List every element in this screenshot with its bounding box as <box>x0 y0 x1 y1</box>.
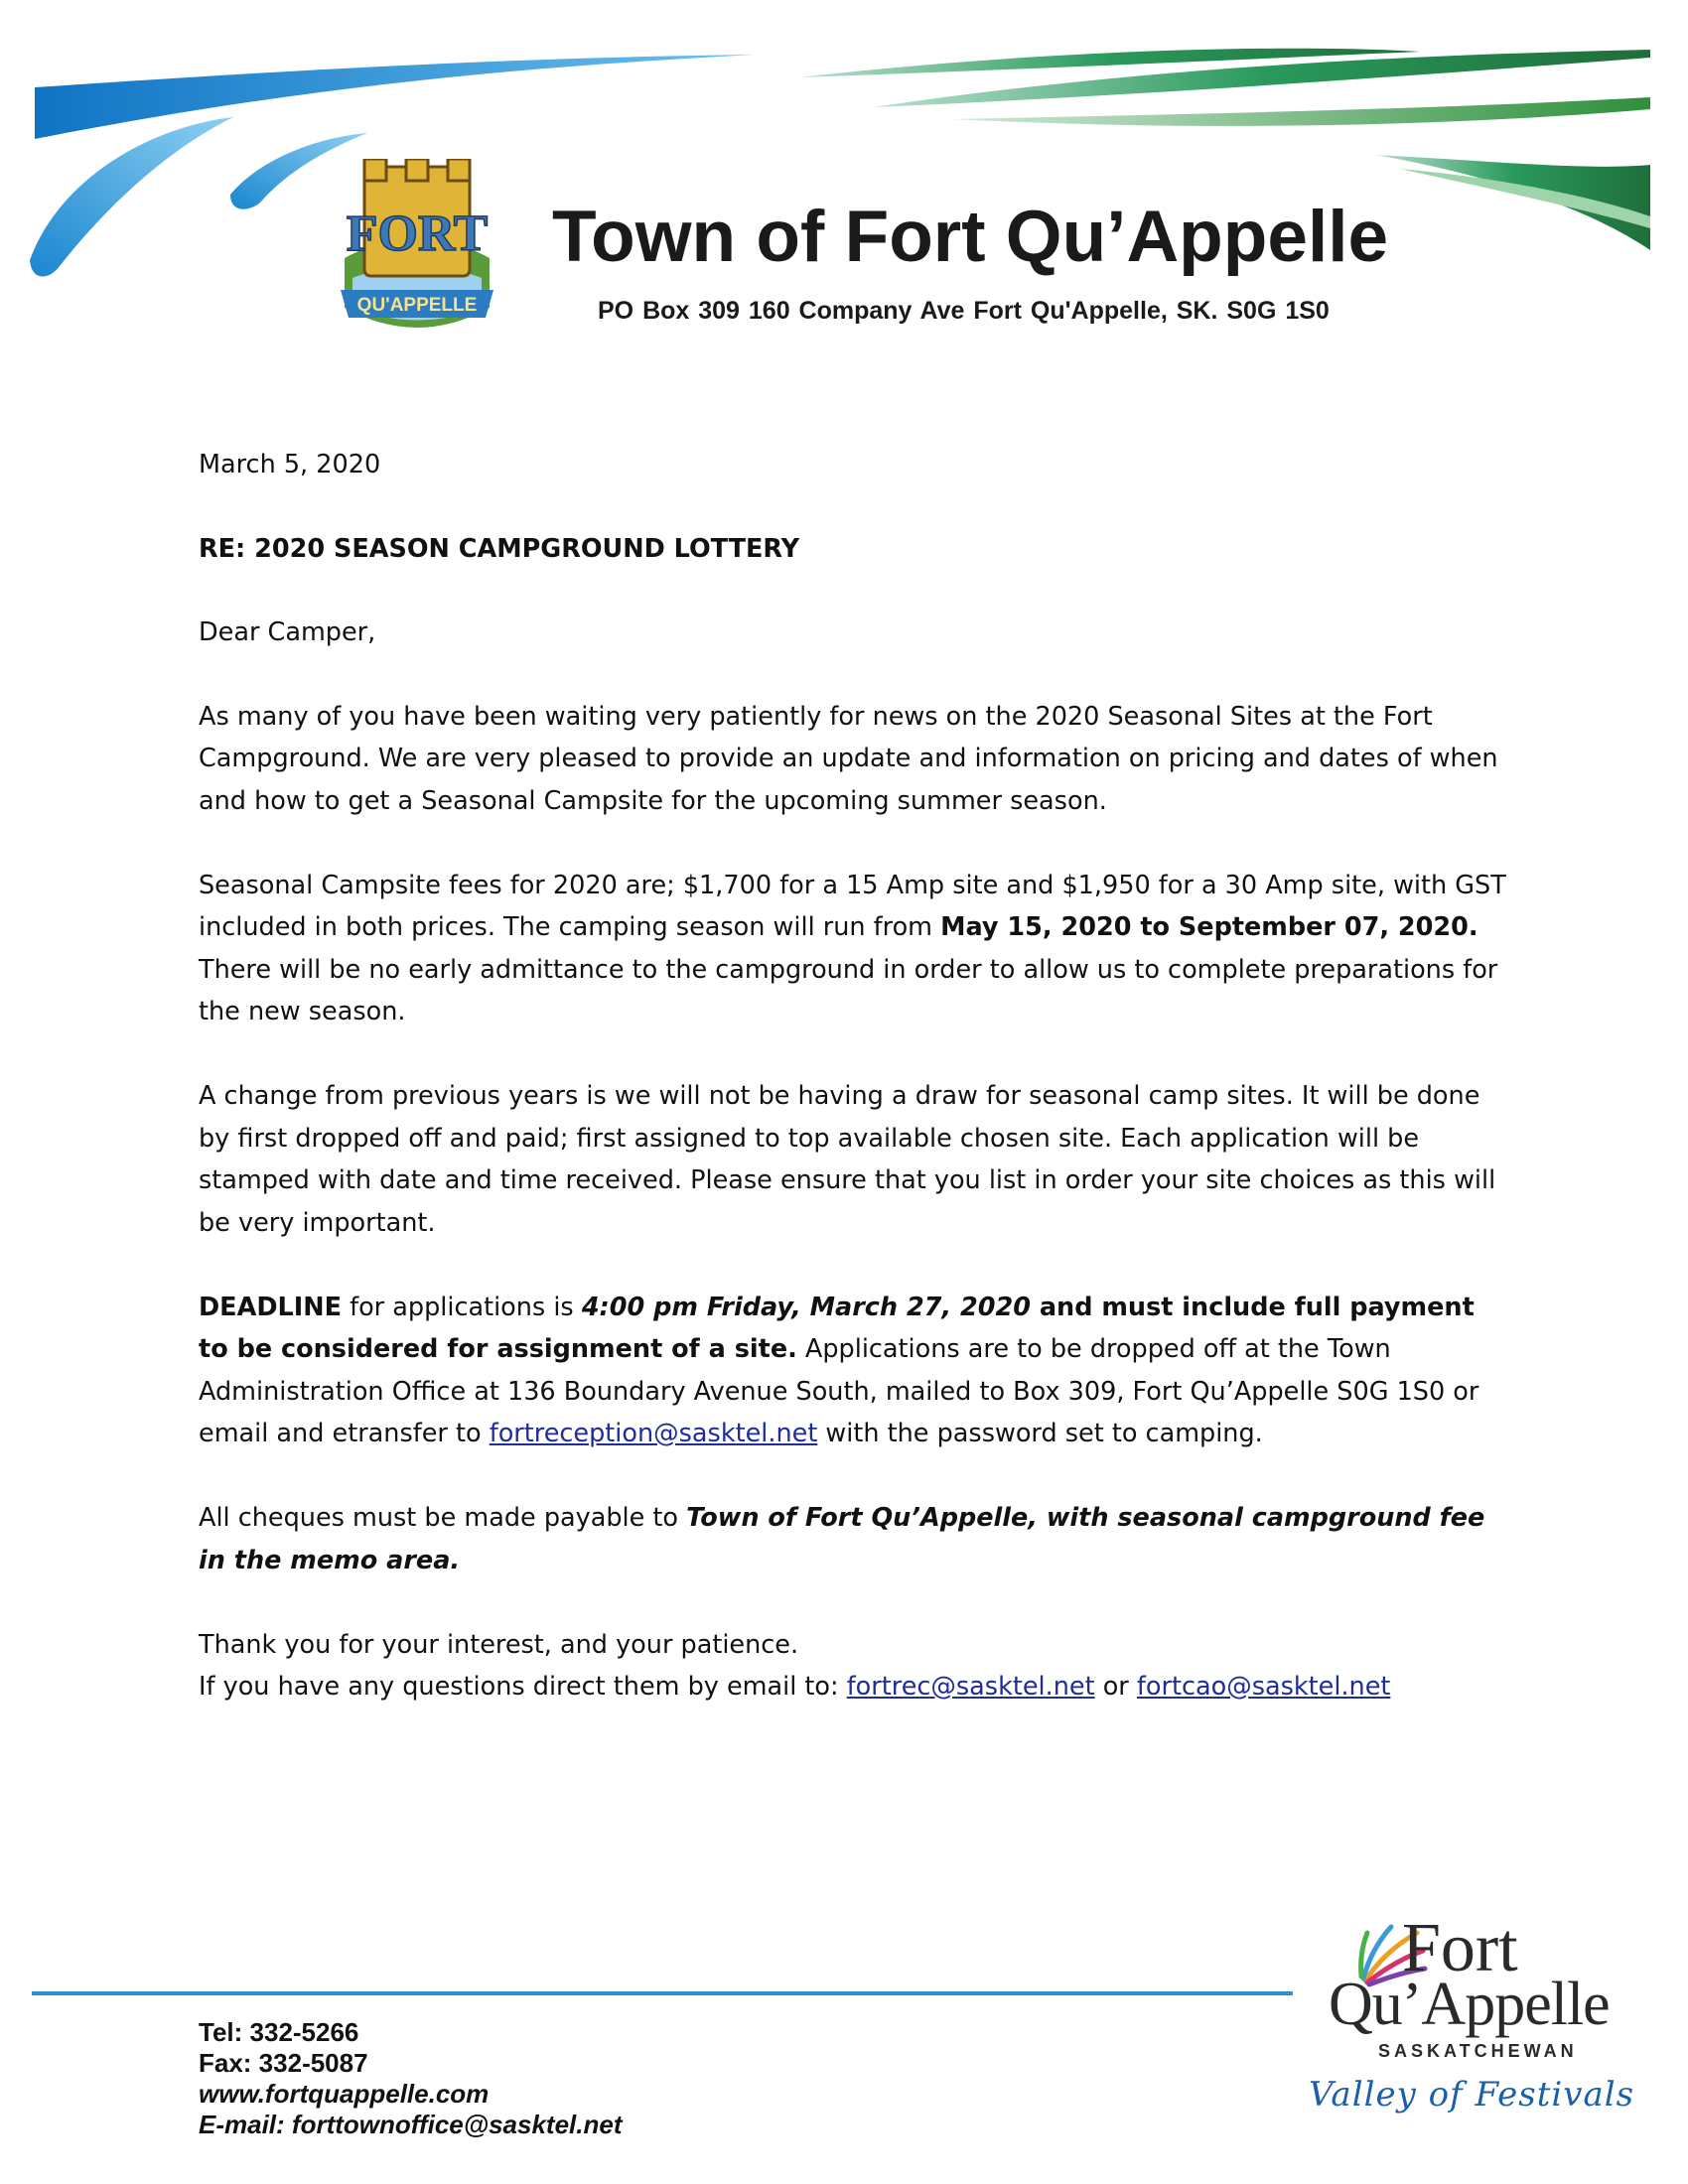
cheques-text: All cheques must be made payable to <box>199 1503 687 1533</box>
closing-questions <box>199 1666 1509 1708</box>
reception-email-link[interactable]: fortreception@sasktel.net <box>489 1419 818 1448</box>
paragraph-deadline <box>199 1287 1509 1455</box>
organization-address: PO Box 309 160 Company Ave Fort Qu'Appelle, SK. S0G 1S0 <box>598 297 1330 325</box>
deadline-text: for applications is <box>342 1292 582 1322</box>
letter-date: March 5, 2020 <box>199 450 381 479</box>
tourism-logo-province: SASKATCHEWAN <box>1378 2041 1578 2061</box>
tourism-logo-tagline: Valley of Festivals <box>1309 2075 1635 2115</box>
tourism-logo-quappelle: Qu’Appelle <box>1329 1971 1610 2038</box>
deadline-time: 4:00 pm Friday, March 27, 2020 <box>581 1292 1031 1322</box>
tourism-logo-fort: Fort <box>1402 1910 1518 1986</box>
submission-instructions: Applications are to be dropped off at the Town Administration Office at 136 Boundary Avenue South, mailed to Box 309, Fort Qu’Appelle S0G 1S0 or email and etransfer to <box>199 1334 1479 1448</box>
paragraph-cheques <box>199 1497 1509 1581</box>
or-text: or <box>1094 1672 1137 1702</box>
season-dates: May 15, 2020 to September 07, 2020. <box>940 912 1478 942</box>
password-note: with the password set to camping. <box>817 1419 1263 1448</box>
questions-text: If you have any questions direct them by email to: <box>199 1672 847 1702</box>
cheque-payee: Town of Fort Qu’Appelle, with seasonal campground fee in the memo area. <box>199 1503 1485 1575</box>
crest-top-text: FORT <box>346 205 489 262</box>
fees-text: Seasonal Campsite fees for 2020 are; $1,700 for a 15 Amp site and $1,950 for a 30 Amp site, with GST included in both prices. The camping season will run from <box>199 870 1506 942</box>
paragraph-assignment: A change from previous years is we will not be having a draw for seasonal camp sites. It will be done by first dropped off and paid; first assigned to top available chosen site. Each application will be stamped with date and time received. Please ensure that you list in order your site choices as this will be very important. <box>199 1081 1496 1238</box>
fees-text-continued: There will be no early admittance to the campground in order to allow us to complete preparations for the new season. <box>199 954 1498 1026</box>
letter-subject: RE: 2020 SEASON CAMPGROUND LOTTERY <box>199 533 800 564</box>
footer-fax: Fax: 332-5087 <box>199 2048 368 2078</box>
letter-salutation: Dear Camper, <box>199 617 376 647</box>
footer-divider <box>32 1989 1293 1997</box>
footer-phone: Tel: 332-5266 <box>199 2017 359 2047</box>
organization-title: Town of Fort Qu’Appelle <box>552 197 1389 277</box>
deadline-label: DEADLINE <box>199 1292 342 1322</box>
recreation-email-link[interactable]: fortrec@sasktel.net <box>846 1672 1095 1702</box>
deadline-requirement: and must include full payment to be considered for assignment of a site. <box>199 1292 1475 1364</box>
closing-thanks: Thank you for your interest, and your patience. <box>199 1629 799 1660</box>
cao-email-link[interactable]: fortcao@sasktel.net <box>1136 1672 1391 1702</box>
town-crest-logo <box>323 159 511 338</box>
footer-email: E-mail: forttownoffice@sasktel.net <box>199 2110 623 2139</box>
footer-contact <box>199 2017 623 2140</box>
footer-website: www.fortquappelle.com <box>199 2079 490 2109</box>
crest-banner-text: QU'APPELLE <box>356 295 478 316</box>
paragraph-fees <box>199 865 1509 1033</box>
paragraph-intro: As many of you have been waiting very patiently for news on the 2020 Seasonal Sites at the Fort Campground. We are very pleased to provide an update and information on pricing and dates of when and how to get a Seasonal Campsite for the upcoming summer season. <box>199 701 1498 816</box>
letter-body <box>199 444 1509 1708</box>
